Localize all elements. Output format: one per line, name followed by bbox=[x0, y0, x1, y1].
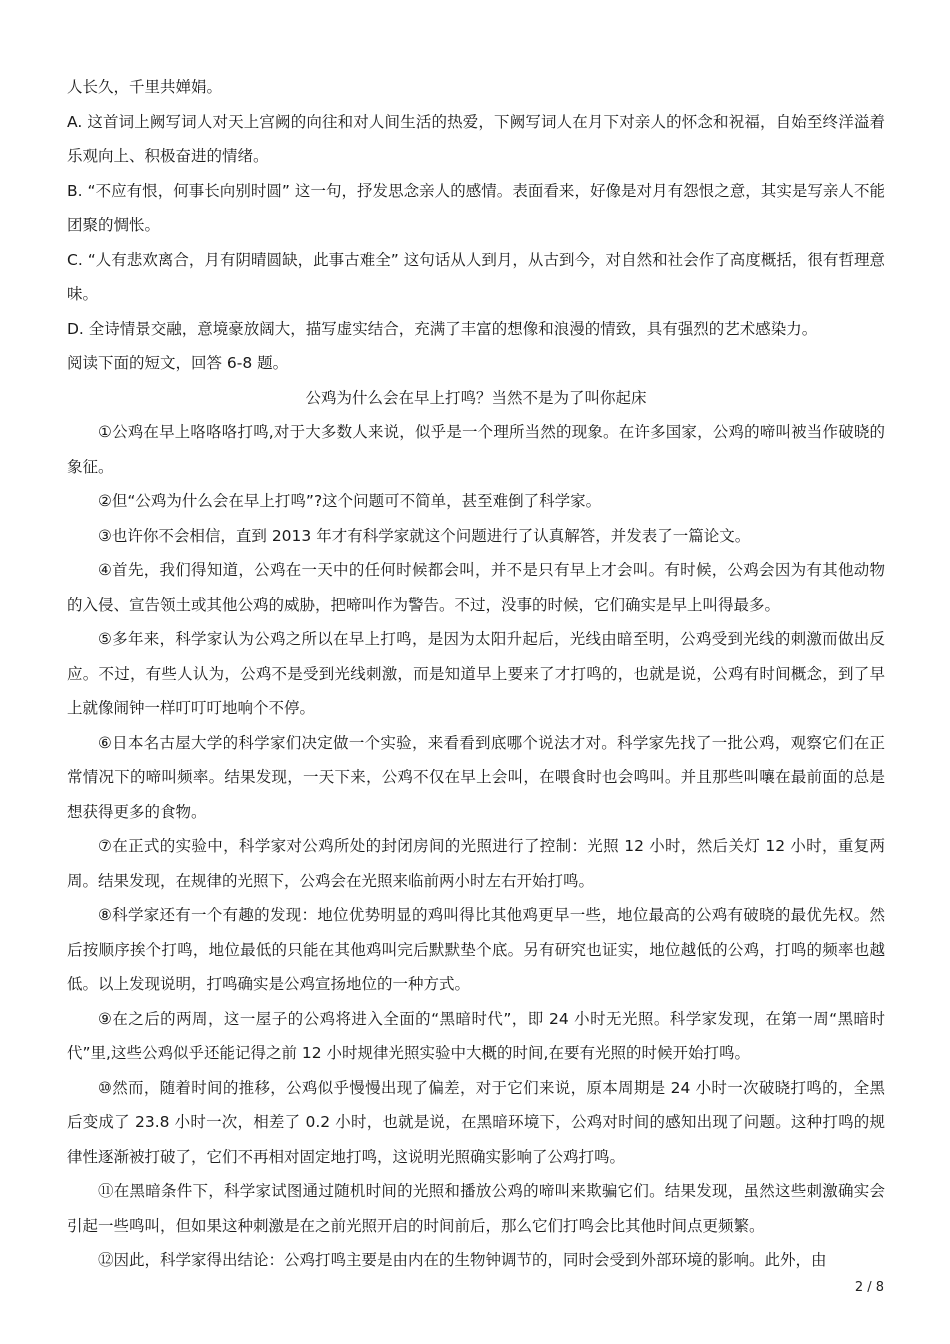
article-paragraph: ⑦在正式的实验中，科学家对公鸡所处的封闭房间的光照进行了控制：光照 12 小时，然后关灯 12 小时，重复两周。结果发现，在规律的光照下，公鸡会在光照来临前两小时左右开始打鸣。 bbox=[67, 837, 885, 890]
option-a: A. 这首词上阙写词人对天上宫阙的向往和对人间生活的热爱，下阙写词人在月下对亲人的怀念和祝福，自始至终洋溢着乐观向上、积极奋进的情绪。 bbox=[67, 112, 885, 165]
document-page bbox=[67, 70, 885, 1278]
article-paragraph: ③也许你不会相信，直到 2013 年才有科学家就这个问题进行了认真解答，并发表了一篇论文。 bbox=[98, 526, 751, 545]
article-paragraph: ⑥日本名古屋大学的科学家们决定做一个实验，来看看到底哪个说法才对。科学家先找了一批公鸡，观察它们在正常情况下的啼叫频率。结果发现，一天下来，公鸡不仅在早上会叫，在喂食时也会鸣叫。并且那些叫嚷在最前面的总是想获得更多的食物。 bbox=[67, 733, 885, 821]
article-title: 公鸡为什么会在早上打鸣？当然不是为了叫你起床 bbox=[305, 388, 647, 407]
article-paragraph: ④首先，我们得知道，公鸡在一天中的任何时候都会叫，并不是只有早上才会叫。有时候，公鸡会因为有其他动物的入侵、宣告领土或其他公鸡的威胁，把啼叫作为警告。不过，没事的时候，它们确实是早上叫得最多。 bbox=[67, 561, 885, 614]
article-paragraph: ②但“公鸡为什么会在早上打鸣”?这个问题可不简单，甚至难倒了科学家。 bbox=[98, 492, 602, 510]
reading-instruction: 阅读下面的短文，回答 6-8 题。 bbox=[67, 354, 289, 372]
poem-closing-line: 人长久，千里共婵娟。 bbox=[67, 78, 223, 96]
article-paragraph: ⑫因此，科学家得出结论：公鸡打鸣主要是由内在的生物钟调节的，同时会受到外部环境的影响。此外，由 bbox=[98, 1251, 827, 1269]
article-paragraph: ⑩然而，随着时间的推移，公鸡似乎慢慢出现了偏差，对于它们来说，原本周期是 24 小时一次破晓打鸣的，全黑后变成了 23.8 小时一次，相差了 0.2 小时，也就是说，在黑暗环境下，公鸡对时间的感知出现了问题。这种打鸣的规律性逐渐被打破了，它们不再相对固定地打鸣，这说明光照确实影响了公鸡打鸣。 bbox=[67, 1078, 885, 1166]
article-paragraph: ⑪在黑暗条件下，科学家试图通过随机时间的光照和播放公鸡的啼叫来欺骗它们。结果发现，虽然这些刺激确实会引起一些鸣叫，但如果这种刺激是在之前光照开启的时间前后，那么它们打鸣会比其他时间点更频繁。 bbox=[67, 1182, 885, 1235]
option-c: C. “人有悲欢离合，月有阴晴圆缺，此事古难全” 这句话从人到月，从古到今，对自然和社会作了高度概括，很有哲理意味。 bbox=[67, 250, 885, 303]
article-paragraph: ⑨在之后的两周，这一屋子的公鸡将进入全面的“黑暗时代”，即 24 小时无光照。科学家发现，在第一周“黑暗时代”里,这些公鸡似乎还能记得之前 12 小时规律光照实验中大概的时间,在要有光照的时候开始打鸣。 bbox=[67, 1009, 885, 1062]
article-paragraph: ⑧科学家还有一个有趣的发现：地位优势明显的鸡叫得比其他鸡更早一些，地位最高的公鸡有破晓的最优先权。然后按顺序挨个打鸣，地位最低的只能在其他鸡叫完后默默垫个底。另有研究也证实，地位越低的公鸡，打鸣的频率也越低。以上发现说明，打鸣确实是公鸡宣扬地位的一种方式。 bbox=[67, 906, 885, 993]
article-paragraph: ①公鸡在早上咯咯咯打鸣,对于大多数人来说，似乎是一个理所当然的现象。在许多国家，公鸡的啼叫被当作破晓的象征。 bbox=[67, 423, 885, 476]
page-number: 2 / 8 bbox=[854, 1280, 884, 1295]
option-d: D. 全诗情景交融，意境豪放阔大，描写虚实结合，充满了丰富的想像和浪漫的情致，具有强烈的艺术感染力。 bbox=[67, 319, 818, 338]
option-b: B. “不应有恨，何事长向别时圆” 这一句，抒发思念亲人的感情。表面看来，好像是对月有怨恨之意，其实是写亲人不能团聚的惆怅。 bbox=[67, 181, 885, 234]
article-paragraph: ⑤多年来，科学家认为公鸡之所以在早上打鸣，是因为太阳升起后，光线由暗至明，公鸡受到光线的刺激而做出反应。不过，有些人认为，公鸡不是受到光线刺激，而是知道早上要来了才打鸣的，也就是说，公鸡有时间概念，到了早上就像闹钟一样叮叮叮地响个不停。 bbox=[67, 630, 885, 717]
